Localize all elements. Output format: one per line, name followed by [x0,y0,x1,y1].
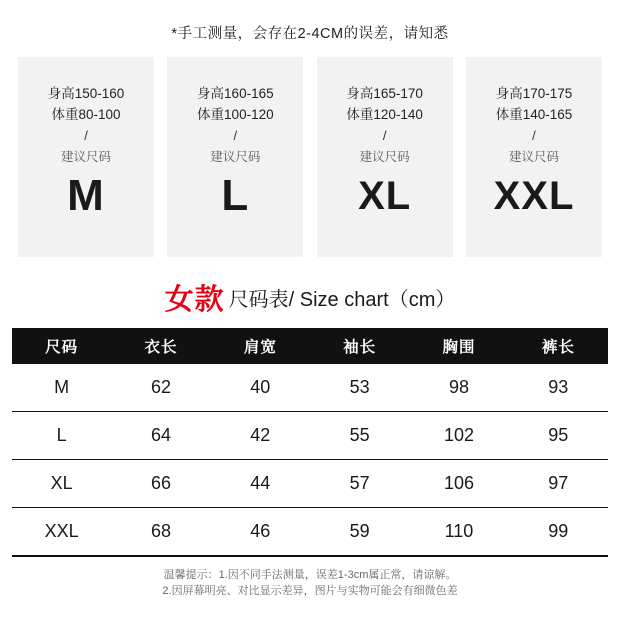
card-height-range: 身高170-175 [495,86,573,101]
card-advise-label: 建议尺码 [210,150,261,164]
table-cell: 93 [509,364,608,412]
table-cell: 68 [111,508,210,557]
card-height-range: 身高150-160 [47,86,125,101]
table-cell: 44 [211,460,310,508]
table-cell: 106 [409,460,508,508]
footer-note-1: 温馨提示：1.因不同手法测量，误差1-3cm属正常，请谅解。 [163,569,457,581]
card-size-value: XXL [493,174,575,218]
card-weight-range: 体重140-165 [495,107,573,122]
card-weight-range: 体重120-140 [346,107,423,122]
table-cell: 102 [409,412,508,460]
table-cell: XL [12,460,111,508]
heading-rest: 尺码表/ Size chart（cm） [228,289,456,311]
table-cell: 99 [509,508,608,557]
table-cell: 59 [310,508,409,557]
table-cell: 53 [310,364,409,412]
card-height-range: 身高160-165 [197,86,274,101]
size-table [12,328,608,557]
table-cell: L [12,412,111,460]
footer-note-2: 2.因屏幕明亮、对比显示差异，图片与实物可能会有细微色差 [162,585,458,597]
card-weight-range: 体重80-100 [51,107,121,122]
table-cell: 95 [509,412,608,460]
table-header-cell: 尺码 [12,328,111,364]
table-header-cell: 裤长 [509,328,608,364]
table-cell: 46 [211,508,310,557]
size-card-l [167,57,303,257]
table-cell: 110 [409,508,508,557]
table-cell: 55 [310,412,409,460]
table-header-cell: 胸围 [409,328,508,364]
table-cell: 64 [111,412,210,460]
table-cell: 62 [111,364,210,412]
card-height-range: 身高165-170 [346,86,423,101]
table-header-row [12,328,608,364]
table-row [12,364,608,412]
table-cell: M [12,364,111,412]
table-header-cell: 衣长 [111,328,210,364]
card-size-value: M [67,171,105,220]
size-card-m [18,57,154,257]
footer-notes [0,557,620,599]
card-advise-label: 建议尺码 [359,150,410,164]
table-cell: XXL [12,508,111,557]
table-cell: 42 [211,412,310,460]
table-header-cell: 袖长 [310,328,409,364]
table-row [12,508,608,557]
size-card-xl [317,57,453,257]
card-size-value: XL [358,174,412,218]
heading-highlight: 女款 [164,284,225,316]
table-cell: 97 [509,460,608,508]
table-cell: 57 [310,460,409,508]
size-recommendation-cards [0,57,620,257]
card-separator: / [532,128,536,143]
table-header-cell: 肩宽 [211,328,310,364]
size-table-container [0,328,620,557]
size-card-xxl [466,57,602,257]
measurement-disclaimer: *手工测量，会存在2-4CM的误差，请知悉 [171,26,449,42]
card-separator: / [233,128,238,143]
table-row [12,460,608,508]
size-chart-heading [0,257,620,328]
table-cell: 40 [211,364,310,412]
card-separator: / [84,128,88,143]
table-cell: 66 [111,460,210,508]
card-advise-label: 建议尺码 [60,150,111,164]
card-weight-range: 体重100-120 [197,107,274,122]
card-size-value: L [221,171,250,220]
card-separator: / [382,128,387,143]
table-row [12,412,608,460]
table-cell: 98 [409,364,508,412]
card-advise-label: 建议尺码 [508,150,559,164]
